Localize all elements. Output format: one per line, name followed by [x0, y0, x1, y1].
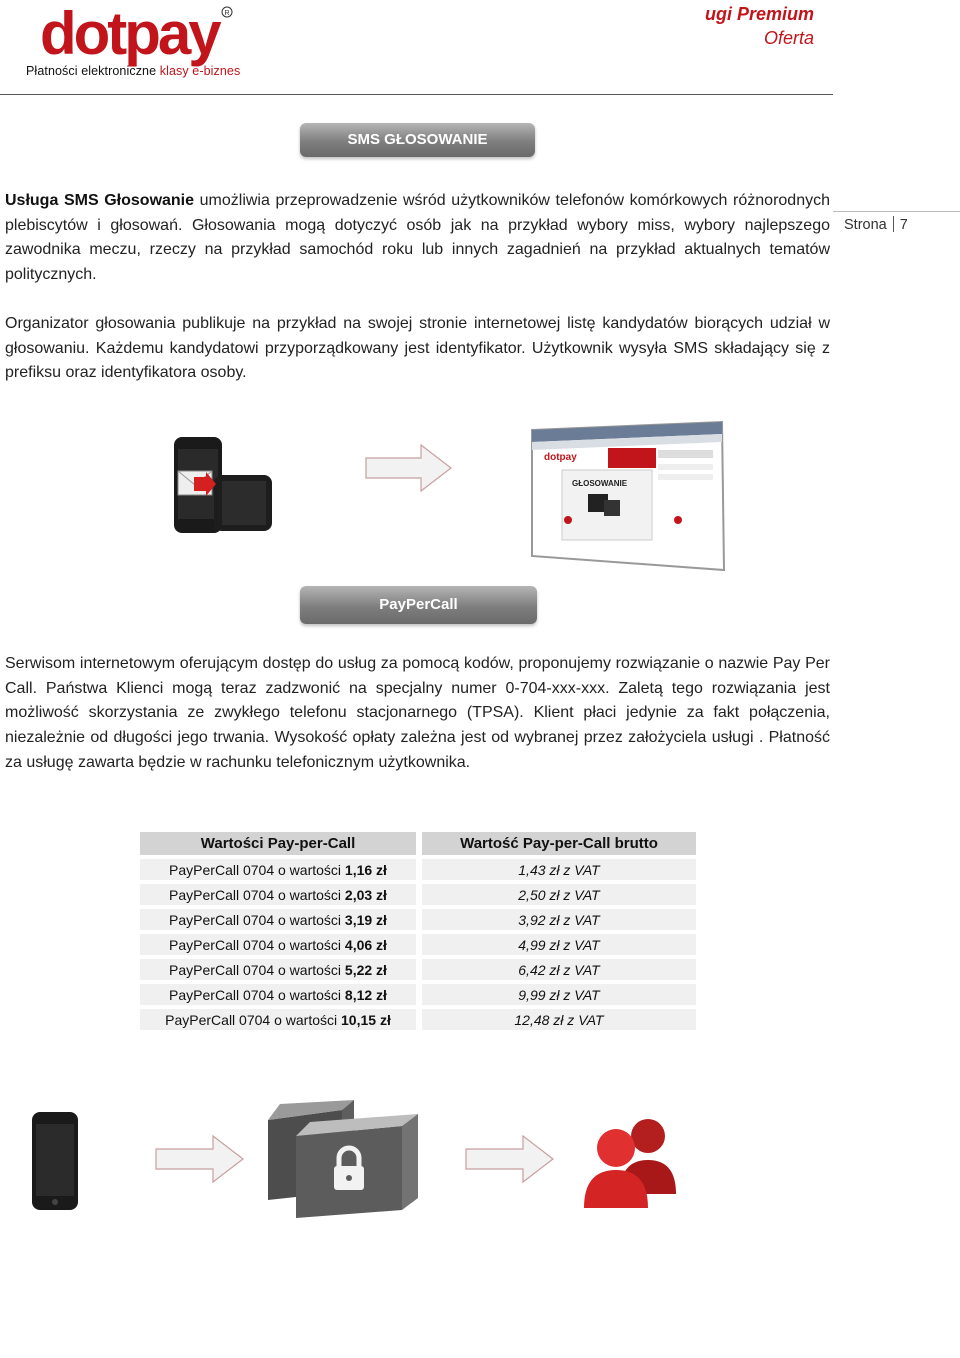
table-header-value: Wartości Pay-per-Call — [140, 832, 416, 855]
phone-with-envelope-icon — [170, 433, 276, 535]
table-row: PayPerCall 0704 o wartości 3,19 zł 3,92 zł z VAT — [140, 909, 696, 930]
browser-banner: GŁOSOWANIE — [572, 479, 628, 488]
arrow-right-icon — [465, 1134, 555, 1184]
logo-tagline: Płatności elektroniczne klasy e-biznes — [26, 64, 241, 78]
page-number: Strona 7 — [844, 217, 908, 233]
header-divider — [0, 94, 833, 95]
browser-logo: dotpay — [544, 452, 577, 463]
paragraph-sms-intro: Usługa SMS Głosowanie umożliwia przeprowadzenie wśród użytkowników telefonów komórkowych różnorodnych plebiscytów i głosowań. Głosowania mogą dotyczyć osób jak na przykład wybory miss, wybory najlepszego zawodnika meczu, rzeczy na przykład samochód roku lub innych zagadnień na przykład aktualnych tematów politycznych. — [5, 192, 830, 284]
arrow-right-icon — [365, 443, 453, 493]
table-header-gross: Wartość Pay-per-Call brutto — [422, 832, 696, 855]
header-title: ugi Premium — [704, 4, 814, 24]
users-icon — [578, 1108, 688, 1208]
paypercall-banner: PayPerCall — [300, 586, 537, 624]
sms-glosowanie-banner: SMS GŁOSOWANIE — [300, 123, 535, 157]
table-row: PayPerCall 0704 o wartości 10,15 zł 12,48 zł z VAT — [140, 1009, 696, 1030]
paragraph-sms-process: Organizator głosowania publikuje na przykład na swojej stronie internetowej listę kandydatów biorących udział w głosowaniu. Każdemu kandydatowi przyporządkowany jest identyfikator. Użytkownik wysyła SMS składający się z prefiksu oraz identyfikatora osoby. — [5, 315, 830, 382]
browser-screenshot-icon — [528, 420, 728, 575]
server-lock-icon — [262, 1100, 428, 1220]
svg-text:R: R — [224, 10, 230, 17]
page-number-rule — [833, 211, 960, 212]
table-row: PayPerCall 0704 o wartości 4,06 zł 4,99 zł z VAT — [140, 934, 696, 955]
phone-icon — [30, 1110, 82, 1212]
arrow-right-icon — [155, 1134, 245, 1184]
table-row: PayPerCall 0704 o wartości 1,16 zł 1,43 zł z VAT — [140, 859, 696, 880]
table-row: PayPerCall 0704 o wartości 5,22 zł 6,42 zł z VAT — [140, 959, 696, 980]
logo-wordmark: dotpay — [40, 2, 219, 67]
paypercall-price-table — [140, 828, 696, 1034]
table-row: PayPerCall 0704 o wartości 8,12 zł 9,99 zł z VAT — [140, 984, 696, 1005]
header-subtitle: Oferta — [763, 28, 814, 48]
table-header-row — [140, 832, 696, 855]
table-row: PayPerCall 0704 o wartości 2,03 zł 2,50 zł z VAT — [140, 884, 696, 905]
paragraph-paypercall: Serwisom internetowym oferującym dostęp do usług za pomocą kodów, proponujemy rozwiązanie o nazwie Pay Per Call. Państwa Klienci mogą teraz zadzwonić na specjalny numer 0-704-xxx-xxx. Zaletą tego rozwiązania jest możliwość skorzystania ze zwykłego telefonu stacjonarnego (TPSA). Klient płaci jedynie za fakt połączenia, niezależnie od długości jego trwania. Wysokość opłaty zależna jest od wybranej przez założyciela usługi . Płatność za usługę zawarta będzie w rachunku telefonicznym użytkownika. — [5, 655, 830, 771]
